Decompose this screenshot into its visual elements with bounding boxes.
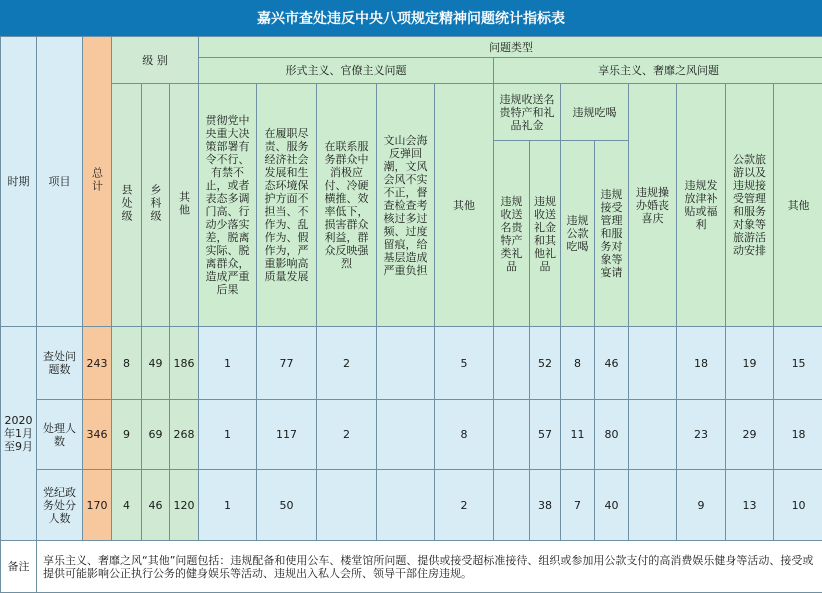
row-dining-1: 7 — [561, 470, 595, 541]
period-label: 2020年1月至9月 — [1, 414, 36, 453]
gift-col-1-label: 违规收送名贵特产类礼品 — [494, 195, 529, 273]
header-problem-type: 问题类型 — [199, 37, 822, 58]
row-gift-1 — [494, 400, 530, 470]
row-hedonism-1 — [629, 327, 677, 400]
row-item — [37, 470, 83, 541]
row-item-label: 党纪政务处分人数 — [37, 486, 82, 525]
row-formalism-1: 1 — [199, 327, 257, 400]
row-item-label: 处理人数 — [37, 422, 82, 448]
row-item-label: 查处问题数 — [37, 350, 82, 376]
gift-col-2-label: 违规收送礼金和其他礼品 — [530, 195, 560, 273]
header-formalism-col-2 — [257, 84, 317, 327]
header-total — [83, 37, 112, 327]
header-hedonism: 享乐主义、奢靡之风问题 — [494, 58, 822, 84]
header-dining-col-2 — [595, 141, 629, 327]
row-formalism-4 — [377, 470, 435, 541]
row-level-other: 268 — [170, 400, 199, 470]
row-dining-1: 8 — [561, 327, 595, 400]
row-formalism-2: 50 — [257, 470, 317, 541]
row-level-other: 120 — [170, 470, 199, 541]
header-dining-group: 违规吃喝 — [561, 84, 629, 141]
header-formalism-col-4 — [377, 84, 435, 327]
row-hedonism-2: 23 — [677, 400, 726, 470]
row-formalism-5: 5 — [435, 327, 494, 400]
dining-col-2-label: 违规接受管理和服务对象等宴请 — [595, 188, 628, 279]
row-formalism-2: 117 — [257, 400, 317, 470]
row-hedonism-4: 10 — [774, 470, 822, 541]
row-formalism-5: 8 — [435, 400, 494, 470]
row-hedonism-1 — [629, 470, 677, 541]
row-formalism-3: 2 — [317, 400, 377, 470]
header-formalism-col-3 — [317, 84, 377, 327]
header-period: 时期 — [1, 37, 37, 327]
row-total: 346 — [83, 400, 112, 470]
hedonism-col-1-label: 违规操办婚丧喜庆 — [629, 186, 676, 225]
row-hedonism-3: 29 — [726, 400, 774, 470]
header-hedonism-col-1 — [629, 84, 677, 327]
formalism-col-2-label: 在履职尽责、服务经济社会发展和生态环境保护方面不担当、不作为、乱作为、假作为，严重影响高质量发展 — [257, 127, 316, 283]
header-formalism: 形式主义、官僚主义问题 — [199, 58, 494, 84]
row-formalism-3: 2 — [317, 327, 377, 400]
row-gift-2: 57 — [530, 400, 561, 470]
hedonism-col-2-label: 违规发放津补贴或福利 — [677, 179, 725, 231]
row-gift-2: 52 — [530, 327, 561, 400]
row-formalism-4 — [377, 400, 435, 470]
header-hedonism-col-3 — [726, 84, 774, 327]
row-total: 243 — [83, 327, 112, 400]
row-level-other: 186 — [170, 327, 199, 400]
header-gift-group — [494, 84, 561, 141]
row-level-county: 4 — [112, 470, 142, 541]
header-gift-col-2 — [530, 141, 561, 327]
row-dining-1: 11 — [561, 400, 595, 470]
header-level: 级 别 — [112, 37, 199, 84]
row-formalism-1: 1 — [199, 400, 257, 470]
level-township-label: 乡科级 — [149, 184, 162, 223]
header-formalism-col-5: 其他 — [435, 84, 494, 327]
note-label: 备注 — [1, 541, 37, 593]
level-county-label: 县处级 — [120, 184, 133, 223]
row-level-township: 46 — [142, 470, 170, 541]
row-formalism-1: 1 — [199, 470, 257, 541]
header-level-county — [112, 84, 142, 327]
row-total: 170 — [83, 470, 112, 541]
header-item: 项目 — [37, 37, 83, 327]
formalism-col-4-label: 文山会海反弹回潮，文风会风不实不正，督查检查考核过多过频、过度留痕，给基层造成严重负担 — [377, 134, 434, 277]
header-hedonism-col-2 — [677, 84, 726, 327]
dining-col-1-label: 违规公款吃喝 — [561, 214, 594, 253]
row-hedonism-2: 9 — [677, 470, 726, 541]
formalism-col-3-label: 在联系服务群众中消极应付、冷硬横推、效率低下，损害群众利益，群众反映强烈 — [317, 140, 376, 270]
row-hedonism-3: 19 — [726, 327, 774, 400]
row-dining-2: 46 — [595, 327, 629, 400]
formalism-col-1-label: 贯彻党中央重大决策部署有令不行、有禁不止，或者表态多调门高、行动少落实差，脱离实际、脱离群众，造成严重后果 — [199, 114, 256, 296]
row-formalism-3 — [317, 470, 377, 541]
row-dining-2: 80 — [595, 400, 629, 470]
row-level-township: 69 — [142, 400, 170, 470]
row-hedonism-1 — [629, 400, 677, 470]
header-total-label: 总计 — [91, 167, 104, 193]
row-dining-2: 40 — [595, 470, 629, 541]
row-hedonism-4: 18 — [774, 400, 822, 470]
gift-group-label: 违规收送名贵特产和礼品礼金 — [494, 93, 560, 132]
row-item — [37, 400, 83, 470]
statistics-table — [0, 36, 822, 593]
header-hedonism-col-4: 其他 — [774, 84, 822, 327]
row-hedonism-3: 13 — [726, 470, 774, 541]
row-hedonism-4: 15 — [774, 327, 822, 400]
row-formalism-5: 2 — [435, 470, 494, 541]
note-text: 享乐主义、奢靡之风“其他”问题包括：违规配备和使用公车、楼堂馆所问题、提供或接受超标准接待、组织或参加用公款支付的高消费娱乐健身等活动、接受或提供可能影响公正执行公务的健身娱乐等活动、违规出入私人会所、领导干部住房违规。 — [37, 541, 822, 593]
row-formalism-4 — [377, 327, 435, 400]
row-item — [37, 327, 83, 400]
row-gift-1 — [494, 470, 530, 541]
row-level-township: 49 — [142, 327, 170, 400]
table-title: 嘉兴市查处违反中央八项规定精神问题统计指标表 — [0, 0, 822, 36]
header-dining-col-1 — [561, 141, 595, 327]
row-level-county: 9 — [112, 400, 142, 470]
row-level-county: 8 — [112, 327, 142, 400]
header-level-township — [142, 84, 170, 327]
row-formalism-2: 77 — [257, 327, 317, 400]
hedonism-col-3-label: 公款旅游以及违规接受管理和服务对象等旅游活动安排 — [726, 153, 773, 257]
header-formalism-col-1 — [199, 84, 257, 327]
period-cell — [1, 327, 37, 541]
header-level-other — [170, 84, 199, 327]
row-gift-1 — [494, 327, 530, 400]
level-other-label: 其他 — [178, 191, 191, 217]
row-gift-2: 38 — [530, 470, 561, 541]
header-gift-col-1 — [494, 141, 530, 327]
row-hedonism-2: 18 — [677, 327, 726, 400]
